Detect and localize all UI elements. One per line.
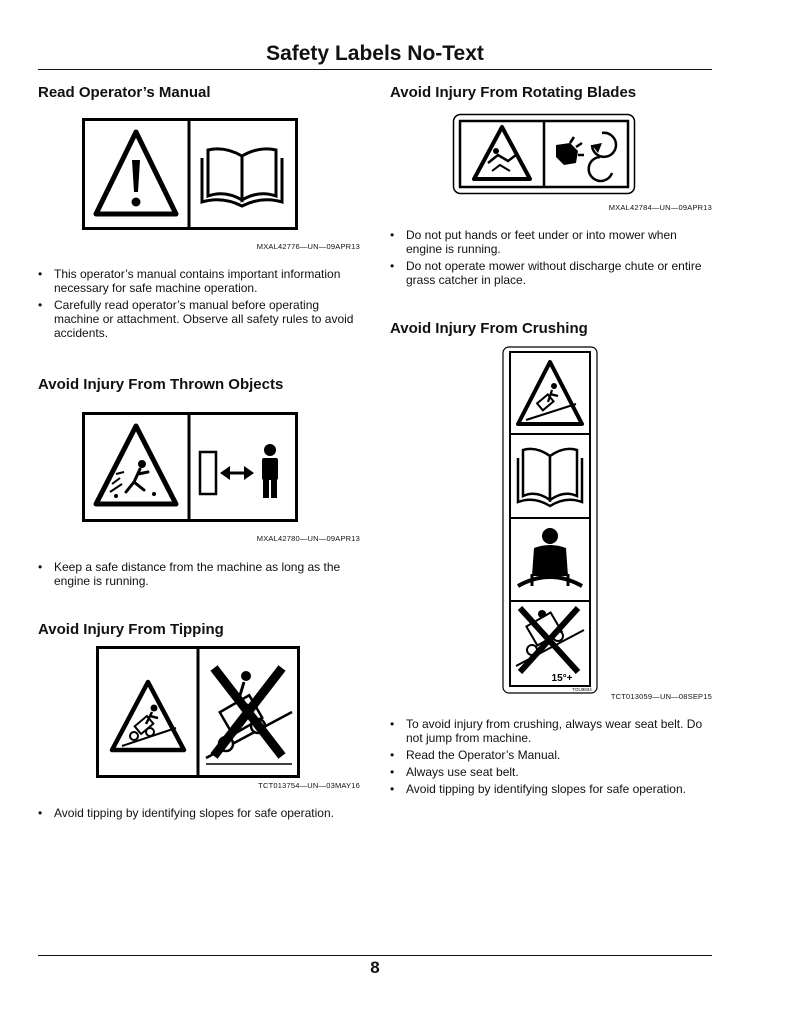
label-code: TCT013059—UN—08SEP15 xyxy=(610,692,712,701)
heading-tipping: Avoid Injury From Tipping xyxy=(38,621,224,638)
heading-crushing: Avoid Injury From Crushing xyxy=(390,320,588,337)
tipping-safety-label xyxy=(96,646,300,778)
list-item: • Keep a safe distance from the machine as long as the engine is running. xyxy=(38,560,364,588)
label-code: MXAL42776—UN—09APR13 xyxy=(256,242,360,251)
rotating-blades-safety-label xyxy=(452,113,636,195)
slope-angle-label: 15°+ xyxy=(551,673,573,684)
thrown-objects-safety-label xyxy=(82,412,298,522)
page-number: 8 xyxy=(370,958,380,977)
manual-bullet-list xyxy=(38,267,364,343)
list-item: • Avoid tipping by identifying slopes for safe operation. xyxy=(38,806,364,820)
open-book-icon xyxy=(518,449,582,506)
label-tag: TOU9834 xyxy=(572,687,592,692)
label-code: MXAL42780—UN—09APR13 xyxy=(256,534,360,543)
list-item: • Read the Operator’s Manual. xyxy=(390,748,716,762)
list-item: • Do not put hands or feet under or into mower when engine is running. xyxy=(390,228,716,256)
list-item: • Always use seat belt. xyxy=(390,765,716,779)
list-item: • To avoid injury from crushing, always wear seat belt. Do not jump from machine. xyxy=(390,717,716,745)
blades-bullet-list xyxy=(390,228,716,290)
list-item: • Avoid tipping by identifying slopes for safe operation. xyxy=(390,782,716,796)
list-item: • This operator’s manual contains important information necessary for safe machine operation. xyxy=(38,267,364,295)
page-title: Safety Labels No-Text xyxy=(266,42,484,65)
footer-rule xyxy=(38,955,712,956)
title-rule xyxy=(38,69,712,70)
thrown-bullet-list xyxy=(38,560,364,591)
heading-read-manual: Read Operator’s Manual xyxy=(38,84,211,101)
manual-safety-label xyxy=(82,118,298,230)
label-code: TCT013754—UN—03MAY16 xyxy=(258,781,360,790)
heading-thrown-objects: Avoid Injury From Thrown Objects xyxy=(38,376,284,393)
list-item: • Carefully read operator’s manual before operating machine or attachment. Observe all safety rules to avoid accidents. xyxy=(38,298,364,340)
label-code: MXAL42784—UN—09APR13 xyxy=(608,203,712,212)
list-item: • Do not operate mower without discharge chute or entire grass catcher in place. xyxy=(390,259,716,287)
crushing-safety-label xyxy=(502,346,598,694)
tipping-bullet-list xyxy=(38,806,364,823)
open-book-icon xyxy=(202,149,282,206)
heading-rotating-blades: Avoid Injury From Rotating Blades xyxy=(390,84,637,101)
crushing-bullet-list xyxy=(390,717,716,799)
